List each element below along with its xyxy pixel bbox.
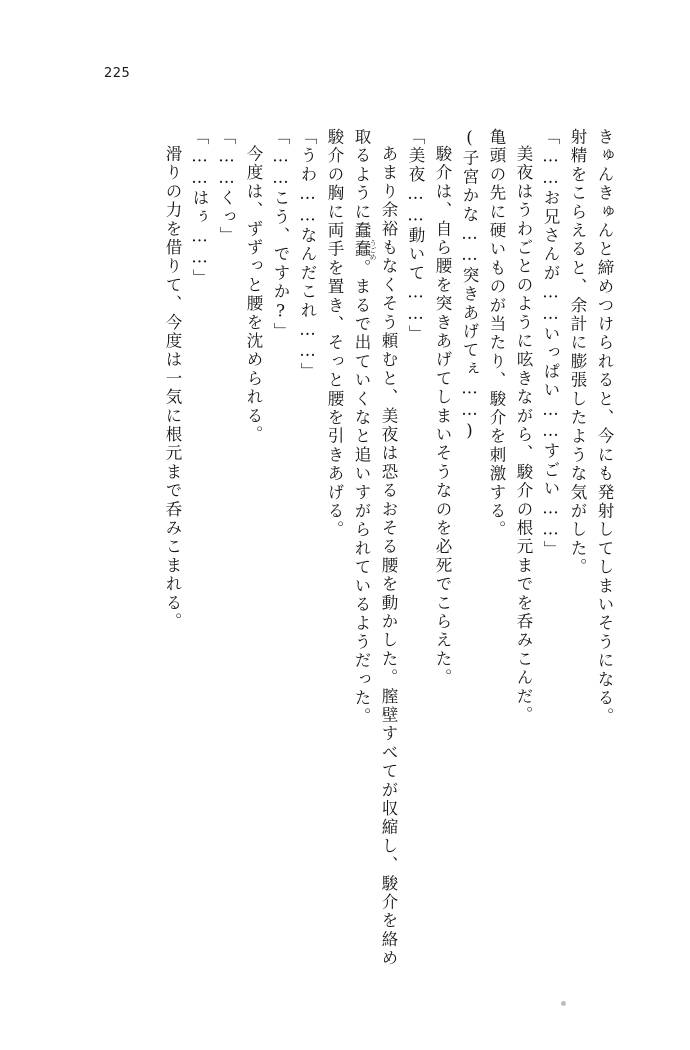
text-line: (子宮かな……突きあげてぇ……) — [460, 128, 479, 443]
footer-dot-mark — [561, 1001, 566, 1006]
text-line: 「……くっ」 — [217, 128, 236, 246]
text-line: 亀頭の先に硬いものが当たり、駿介を刺激する。 — [487, 128, 506, 540]
text-line: 滑りの力を借りて、今度は一気に根元まで呑みこまれる。 — [163, 145, 182, 632]
text-line: きゅんきゅんと締めつけられると、今にも発射してしまいそうになる。 — [595, 128, 614, 727]
text-line: 駿介の胸に両手を置き、そっと腰を引きあげる。 — [325, 128, 344, 540]
text-line: 今度は、ずずっと腰を沈められる。 — [244, 145, 263, 445]
text-line: 駿介は、自ら腰を突きあげてしまいそうなのを必死でこらえた。 — [433, 145, 452, 688]
text-line: 「……はぅ……」 — [190, 128, 209, 288]
body-text-block — [92, 128, 614, 968]
text-line-with-ruby — [352, 128, 377, 918]
text-line: 射精をこらえると、余計に膨張したような気がした。 — [568, 128, 587, 577]
text-line: 美夜はうわごとのように呟きながら、駿介の根元までを呑みこんだ。 — [514, 145, 533, 725]
ruby-base: 蠢 うごめ — [352, 239, 377, 261]
text-line: 「……お兄さんが……いっぱい……すごい……」 — [541, 128, 560, 560]
text-line: 「美夜……動いて……」 — [406, 128, 425, 344]
text-line: あまり余裕もなくそう頼むと、美夜は恐るおそる腰を動かした。膣壁すべてが収縮し、駿介を絡め — [379, 145, 398, 968]
page-number: 225 — [104, 66, 131, 81]
text-line: 「うわ……なんだこれ……」 — [298, 128, 317, 382]
text-line: 「……こう、ですか?」 — [271, 128, 290, 342]
ruby-text: うごめ — [369, 239, 377, 261]
text-line-ruby-segment: 取るように蠢蠢 うごめ 。まるで出ていくなと追いすがられているようだった。 — [352, 128, 377, 727]
